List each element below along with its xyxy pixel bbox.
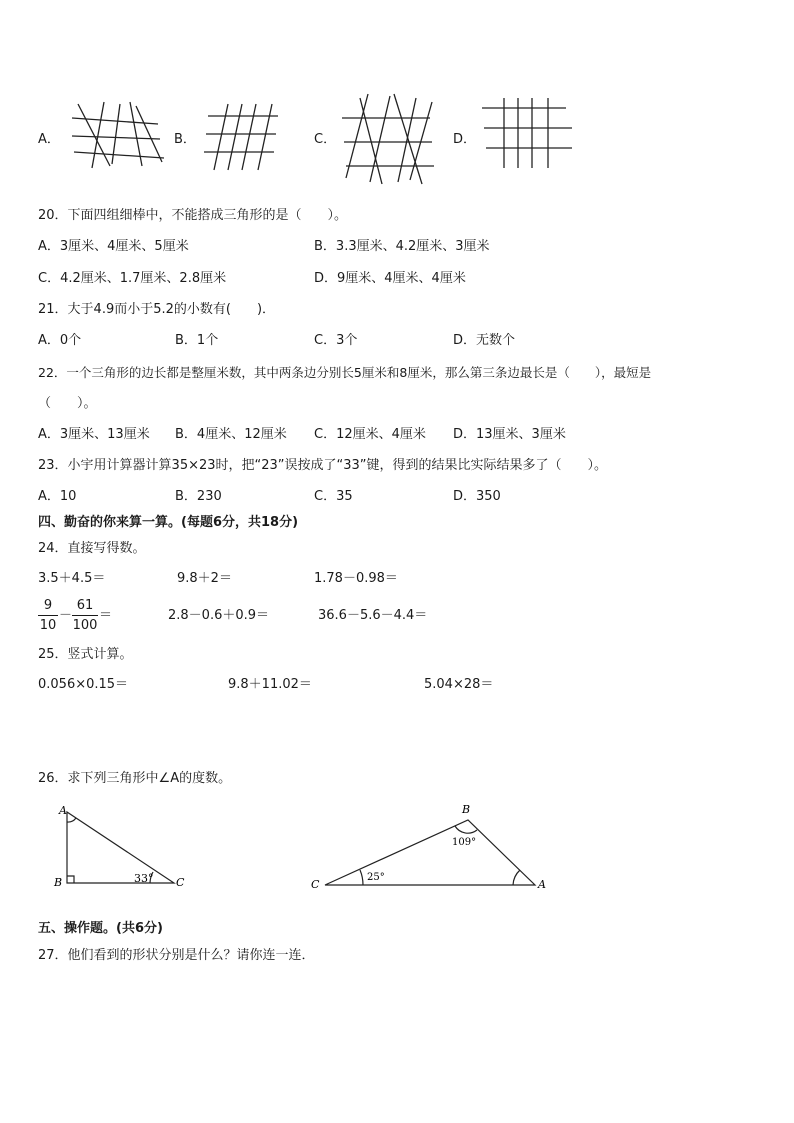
q21-stem: 21．大于4.9而小于5.2的小数有( )． xyxy=(38,302,276,317)
q24-stem: 24．直接写得数。 xyxy=(38,541,146,556)
q19-figure-d xyxy=(478,96,578,172)
q22-stem-line2: （ ）。 xyxy=(38,396,97,411)
q22-option-b: B．4厘米、12厘米 xyxy=(175,427,287,442)
triangle-angle-c-label: 25° xyxy=(367,872,385,883)
q20-stem: 20．下面四组细棒中，不能搭成三角形的是（ ）。 xyxy=(38,208,348,223)
q19-option-d-label: D． xyxy=(453,132,477,147)
triangle-vertex-a: A xyxy=(538,878,546,891)
q22-stem-line1: 22．一个三角形的边长都是整厘米数，其中两条边分别长5厘米和8厘米，那么第三条边最长是（ ），最短是 xyxy=(38,365,652,380)
q24-expr-6: 36.6－5.6－4.4＝ xyxy=(318,608,428,623)
q22-option-d: D．13厘米、3厘米 xyxy=(453,427,566,442)
q26-triangle-2 xyxy=(305,800,555,895)
q21-option-d: D．无数个 xyxy=(453,333,516,348)
q24-fraction-1 xyxy=(38,598,58,633)
q27-stem: 27．他们看到的形状分别是什么？请你连一连． xyxy=(38,948,315,963)
q20-option-b: B．3.3厘米、4.2厘米、3厘米 xyxy=(314,239,490,254)
q19-option-c-label: C． xyxy=(314,132,337,147)
triangle-vertex-a: A xyxy=(59,804,67,817)
q19-figure-b xyxy=(204,100,284,172)
q23-stem: 23．小宇用计算器计算35×23时，把“23”误按成了“33”键，得到的结果比实际结果多了（ ）。 xyxy=(38,458,608,473)
fraction-denominator: 100 xyxy=(72,618,98,633)
triangle-vertex-c: C xyxy=(311,878,320,891)
q24-expr-2: 9.8＋2＝ xyxy=(177,571,232,586)
q23-option-b: B．230 xyxy=(175,489,222,504)
fraction-bar xyxy=(38,615,58,616)
fraction-bar xyxy=(72,615,98,616)
q24-expr-3: 1.78－0.98＝ xyxy=(314,571,398,586)
q24-fraction-2 xyxy=(72,598,98,633)
q20-option-d: D．9厘米、4厘米、4厘米 xyxy=(314,271,466,286)
q25-stem: 25．竖式计算。 xyxy=(38,647,133,662)
q26-triangle-1 xyxy=(50,800,200,895)
q20-option-c: C．4.2厘米、1.7厘米、2.8厘米 xyxy=(38,271,227,286)
fraction-numerator: 9 xyxy=(43,598,53,613)
q22-option-c: C．12厘米、4厘米 xyxy=(314,427,426,442)
q24-expr-5: 2.8－0.6＋0.9＝ xyxy=(168,608,270,623)
q22-option-a: A．3厘米、13厘米 xyxy=(38,427,150,442)
q19-option-a-label: A． xyxy=(38,132,60,147)
section-5-heading: 五、操作题。(共6分) xyxy=(38,921,163,936)
q23-option-c: C．35 xyxy=(314,489,353,504)
q25-expr-2: 9.8＋11.02＝ xyxy=(228,677,312,692)
q23-option-a: A．10 xyxy=(38,489,77,504)
fraction-numerator: 61 xyxy=(76,598,94,613)
q19-figure-c xyxy=(340,88,440,188)
q25-expr-3: 5.04×28＝ xyxy=(424,677,494,692)
q24-minus-sign: － xyxy=(59,608,73,623)
q26-stem: 26．求下列三角形中∠A的度数。 xyxy=(38,771,232,786)
q24-expr-1: 3.5＋4.5＝ xyxy=(38,571,106,586)
q20-option-a: A．3厘米、4厘米、5厘米 xyxy=(38,239,189,254)
triangle-vertex-b: B xyxy=(462,803,471,816)
q21-option-b: B．1个 xyxy=(175,333,219,348)
q25-expr-1: 0.056×0.15＝ xyxy=(38,677,129,692)
fraction-denominator: 10 xyxy=(39,618,57,633)
triangle-vertex-b: B xyxy=(54,876,63,889)
triangle-vertex-c: C xyxy=(176,876,185,889)
triangle-angle-label: 33° xyxy=(134,872,154,885)
q19-figure-a xyxy=(68,98,168,170)
q24-equals-sign: ＝ xyxy=(99,608,113,623)
q23-option-d: D．350 xyxy=(453,489,501,504)
q19-option-b-label: B． xyxy=(174,132,196,147)
q21-option-a: A．0个 xyxy=(38,333,82,348)
triangle-angle-b-label: 109° xyxy=(452,837,477,848)
q21-option-c: C．3个 xyxy=(314,333,358,348)
section-4-heading: 四、勤奋的你来算一算。(每题6分，共18分) xyxy=(38,515,299,530)
